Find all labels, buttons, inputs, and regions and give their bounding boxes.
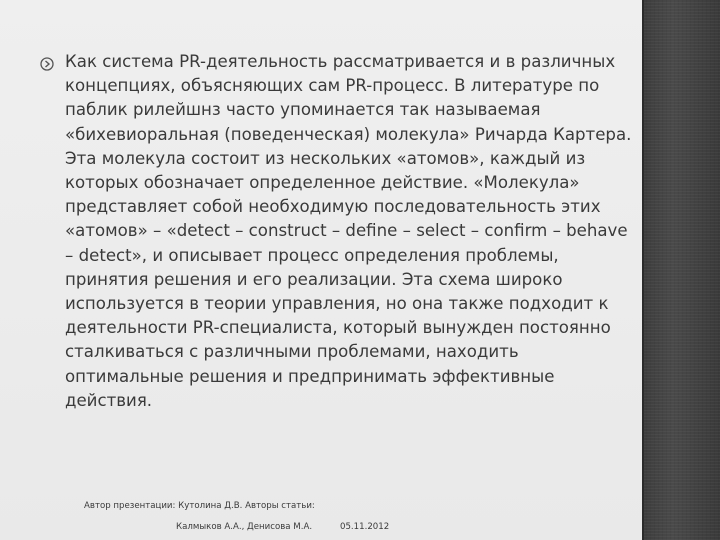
footer-date: 05.11.2012 xyxy=(340,522,390,532)
slide-body-text: Как система PR-деятельность рассматривается и в различных концепциях, объясняющих сам PR-процесс. В литературе по паблик рилейшнз часто упоминается так называемая «бихевиоральная (поведенческая) молекула» Ричарда Картера. Эта молекула состоит из нескольких «атомов», каждый из которых обозначает определенное действие. «Молекула» представляет собой необходимую последовательность этих «атомов» – «detect – construct – define – select – confirm – behave – detect», и описывает процесс определения проблемы, принятия решения и его реализации. Эта схема широко используется в теории управления, но она также подходит к деятельности PR-специалиста, который вынужден постоянно сталкиваться с различными проблемами, находить оптимальные решения и предпринимать эффективные действия. xyxy=(65,52,632,410)
footer-authors-line: Автор презентации: Кутолина Д.В. Авторы статьи: xyxy=(84,501,315,511)
side-panel-edge xyxy=(642,0,644,540)
decorative-side-panel xyxy=(642,0,720,540)
arrow-bullet-icon xyxy=(40,57,54,71)
footer-article-authors: Калмыков А.А., Денисова М.А. xyxy=(176,522,313,532)
